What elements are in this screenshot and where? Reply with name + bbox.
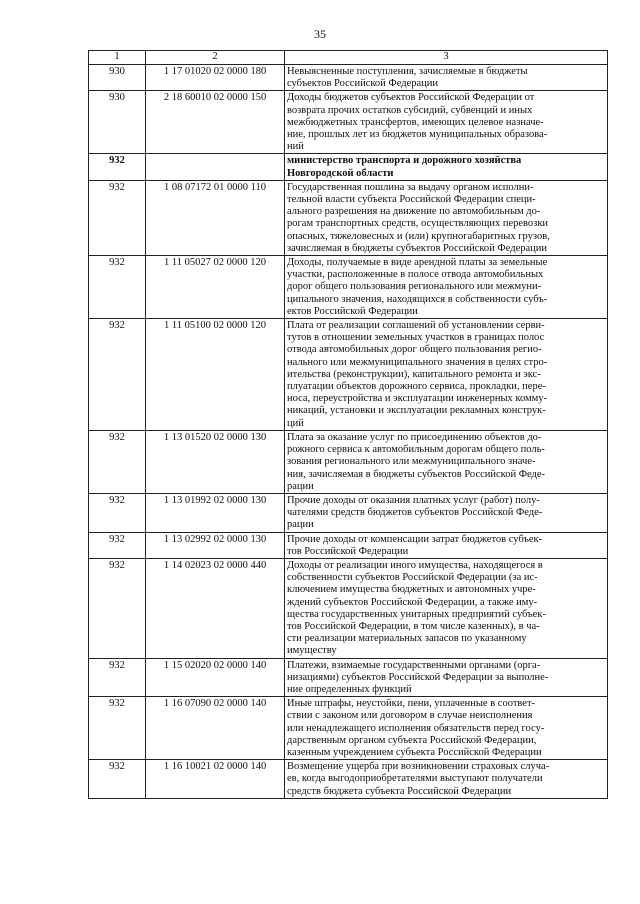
revenue-description-cell <box>285 558 608 658</box>
description-line: никаций, установки и эксплуатации рекламных конструк- <box>287 405 546 417</box>
table-row <box>89 558 608 658</box>
description-line: низациями) субъектов Российской Федерации за выполне- <box>287 671 549 683</box>
description-line: министерство транспорта и дорожного хозяйства <box>287 155 522 167</box>
description-line: ев, когда выгодоприобретателями выступают получатели <box>287 773 543 785</box>
admin-code-cell: 932 <box>89 319 146 431</box>
table-row <box>89 493 608 532</box>
description-line: плуатации объектов дорожного сервиса, прокладки, пере- <box>287 381 546 393</box>
description-line: Прочие доходы от оказания платных услуг (работ) полу- <box>287 494 540 506</box>
revenue-description-cell <box>285 493 608 532</box>
description-line: Невыясненные поступления, зачисляемые в бюджеты <box>287 66 528 77</box>
description-line: возврата прочих остатков субсидий, субвенций и иных <box>287 104 533 116</box>
description-line: рации <box>287 480 314 492</box>
description-line: зования регионального или межмуниципального значе- <box>287 456 536 468</box>
table-row <box>89 760 608 799</box>
revenue-description-cell <box>285 697 608 760</box>
description-line: ние определенных функций <box>287 683 412 695</box>
revenue-description-cell <box>285 256 608 319</box>
description-line: отвода автомобильных дорог общего пользования регио- <box>287 344 542 356</box>
budget-classification-code-cell: 1 16 10021 02 0000 140 <box>146 760 285 799</box>
revenue-description-cell <box>285 91 608 154</box>
budget-classification-code-cell: 1 11 05027 02 0000 120 <box>146 256 285 319</box>
revenue-description-cell <box>285 65 608 91</box>
description-line: ствии с законом или договором в случае неисполнения <box>287 710 533 722</box>
description-line: ций <box>287 417 304 429</box>
description-line: Платежи, взимаемые государственными органами (орга- <box>287 659 541 671</box>
description-line: ального разрешения на движение по автомобильным до- <box>287 206 541 218</box>
description-line: Плата от реализации соглашений об установлении серви- <box>287 320 545 332</box>
table-row <box>89 319 608 431</box>
description-line: Доходы от реализации иного имущества, находящегося в <box>287 559 543 571</box>
description-line: участки, расположенные в полосе отвода автомобильных <box>287 269 544 281</box>
description-line: тов Российской Федерации, в том числе казенных), в ча- <box>287 620 540 632</box>
description-line: ительства (реконструкции), капитального ремонта и экс- <box>287 368 541 380</box>
description-line: тельной власти субъекта Российской Федерации специ- <box>287 194 536 206</box>
column-header-1: 1 <box>89 51 146 65</box>
description-line: собственности субъектов Российской Федерации (за ис- <box>287 572 538 584</box>
table-row <box>89 256 608 319</box>
description-line: Прочие доходы от компенсации затрат бюджетов субъек- <box>287 533 543 545</box>
budget-classification-code-cell: 2 18 60010 02 0000 150 <box>146 91 285 154</box>
description-line: тутов в отношении земельных участков в границах полос <box>287 332 545 344</box>
description-line: Государственная пошлина за выдачу органом исполни- <box>287 181 534 193</box>
table-row <box>89 180 608 255</box>
admin-code-cell: 932 <box>89 256 146 319</box>
description-line: нального или межмуниципального значения в целях стро- <box>287 356 548 368</box>
description-line: средств бюджета субъекта Российской Федерации <box>287 785 512 797</box>
admin-code-cell: 930 <box>89 65 146 91</box>
revenue-description-cell <box>285 154 608 180</box>
description-line: ждений субъектов Российской Федерации, а также иму- <box>287 596 538 608</box>
description-line: ния, зачисляемая в бюджеты субъектов Российской Феде- <box>287 468 546 480</box>
description-line: дарственным органом субъекта Российской Федерации, <box>287 734 537 746</box>
budget-classification-code-cell: 1 15 02020 02 0000 140 <box>146 658 285 697</box>
table-row <box>89 532 608 558</box>
description-line: рожного сервиса к автомобильным дорогам общего поль- <box>287 444 545 456</box>
revenue-description-cell <box>285 430 608 493</box>
table-row <box>89 65 608 91</box>
description-line: ний <box>287 141 304 153</box>
admin-code-cell: 932 <box>89 697 146 760</box>
column-header-2: 2 <box>146 51 285 65</box>
table-row <box>89 154 608 180</box>
description-line: ключением имущества бюджетных и автономных учре- <box>287 584 536 596</box>
admin-code-cell: 932 <box>89 180 146 255</box>
admin-code-cell: 930 <box>89 91 146 154</box>
table-row <box>89 91 608 154</box>
description-line: Иные штрафы, неустойки, пени, уплаченные в соответ- <box>287 698 536 710</box>
description-line: Новгородской области <box>287 167 394 179</box>
description-line: ектов Российской Федерации <box>287 305 418 317</box>
header-row <box>89 51 608 65</box>
budget-classification-code-cell: 1 13 02992 02 0000 130 <box>146 532 285 558</box>
description-line: чателями средств бюджетов субъектов Российской Феде- <box>287 507 543 519</box>
revenue-description-cell <box>285 760 608 799</box>
revenue-description-cell <box>285 658 608 697</box>
budget-classification-code-cell: 1 14 02023 02 0000 440 <box>146 558 285 658</box>
description-line: субъектов Российской Федерации <box>287 78 439 90</box>
admin-code-cell: 932 <box>89 658 146 697</box>
table-row <box>89 697 608 760</box>
description-line: опасных, тяжеловесных и (или) крупногабаритных грузов, <box>287 230 550 242</box>
description-line: щества государственных унитарных предприятий субъек- <box>287 608 546 620</box>
description-line: межбюджетных трансфертов, имеющих целевое назначе- <box>287 116 544 128</box>
budget-classification-code-cell: 1 13 01992 02 0000 130 <box>146 493 285 532</box>
column-header-3: 3 <box>285 51 608 65</box>
description-line: казенным учреждением субъекта Российской Федерации <box>287 746 542 758</box>
description-line: зачисляемая в бюджеты субъектов Российской Федерации <box>287 242 547 254</box>
description-line: Плата за оказание услуг по присоединению объектов до- <box>287 431 542 443</box>
description-line: тов Российской Федерации <box>287 545 409 557</box>
table-row <box>89 430 608 493</box>
revenue-description-cell <box>285 180 608 255</box>
admin-code-cell: 932 <box>89 154 146 180</box>
description-line: дорог общего пользования регионального или межмуни- <box>287 281 542 293</box>
table-row <box>89 658 608 697</box>
budget-classification-code-cell: 1 08 07172 01 0000 110 <box>146 180 285 255</box>
description-line: рогам транспортных средств, осуществляющих перевозки <box>287 218 549 230</box>
description-line: сти реализации материальных запасов по указанному <box>287 633 527 645</box>
budget-classification-code-cell: 1 17 01020 02 0000 180 <box>146 65 285 91</box>
description-line: имуществу <box>287 645 337 657</box>
budget-classification-code-cell <box>146 154 285 180</box>
description-line: ние, прошлых лет из бюджетов муниципальных образова- <box>287 129 548 141</box>
description-line: Доходы, получаемые в виде арендной платы за земельные <box>287 257 548 269</box>
page-number: 35 <box>314 27 326 41</box>
budget-classification-code-cell: 1 16 07090 02 0000 140 <box>146 697 285 760</box>
admin-code-cell: 932 <box>89 532 146 558</box>
budget-classification-code-cell: 1 11 05100 02 0000 120 <box>146 319 285 431</box>
description-line: Доходы бюджетов субъектов Российской Федерации от <box>287 92 535 104</box>
budget-revenue-table <box>88 50 608 799</box>
admin-code-cell: 932 <box>89 760 146 799</box>
description-line: рации <box>287 519 314 531</box>
admin-code-cell: 932 <box>89 430 146 493</box>
revenue-description-cell <box>285 319 608 431</box>
admin-code-cell: 932 <box>89 493 146 532</box>
budget-classification-code-cell: 1 13 01520 02 0000 130 <box>146 430 285 493</box>
description-line: ципального значения, находящихся в собственности субъ- <box>287 293 548 305</box>
description-line: или ненадлежащего исполнения обязательств перед госу- <box>287 722 545 734</box>
revenue-description-cell <box>285 532 608 558</box>
description-line: Возмещение ущерба при возникновении страховых случа- <box>287 761 550 773</box>
description-line: носа, переустройства и эксплуатации инженерных комму- <box>287 393 548 405</box>
admin-code-cell: 932 <box>89 558 146 658</box>
